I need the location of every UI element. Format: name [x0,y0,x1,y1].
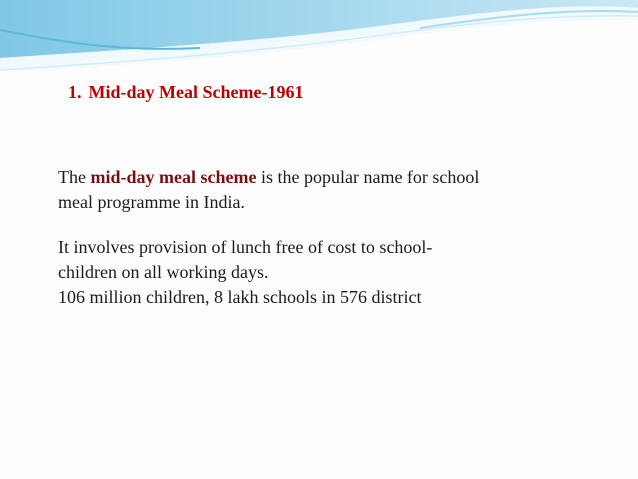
paragraph-definition [58,165,618,215]
slide-title [68,82,303,103]
title-number: 1. [68,82,82,102]
details-line-2: children on all working days. [58,262,269,282]
paragraph-details [58,235,618,310]
definition-prefix: The [58,167,91,187]
definition-line-1 [58,165,618,190]
title-text: Mid-day Meal Scheme-1961 [88,82,304,102]
details-line-3: 106 million children, 8 lakh schools in 576 district [58,287,422,307]
definition-line-2: meal programme in India. [58,192,245,212]
details-line-1: It involves provision of lunch free of cost to school- [58,237,433,257]
scheme-name-emphasis: mid-day meal scheme [90,167,257,187]
slide-body [58,165,618,310]
definition-suffix: is the popular name for school [256,167,480,187]
decorative-wave-banner [0,0,638,90]
